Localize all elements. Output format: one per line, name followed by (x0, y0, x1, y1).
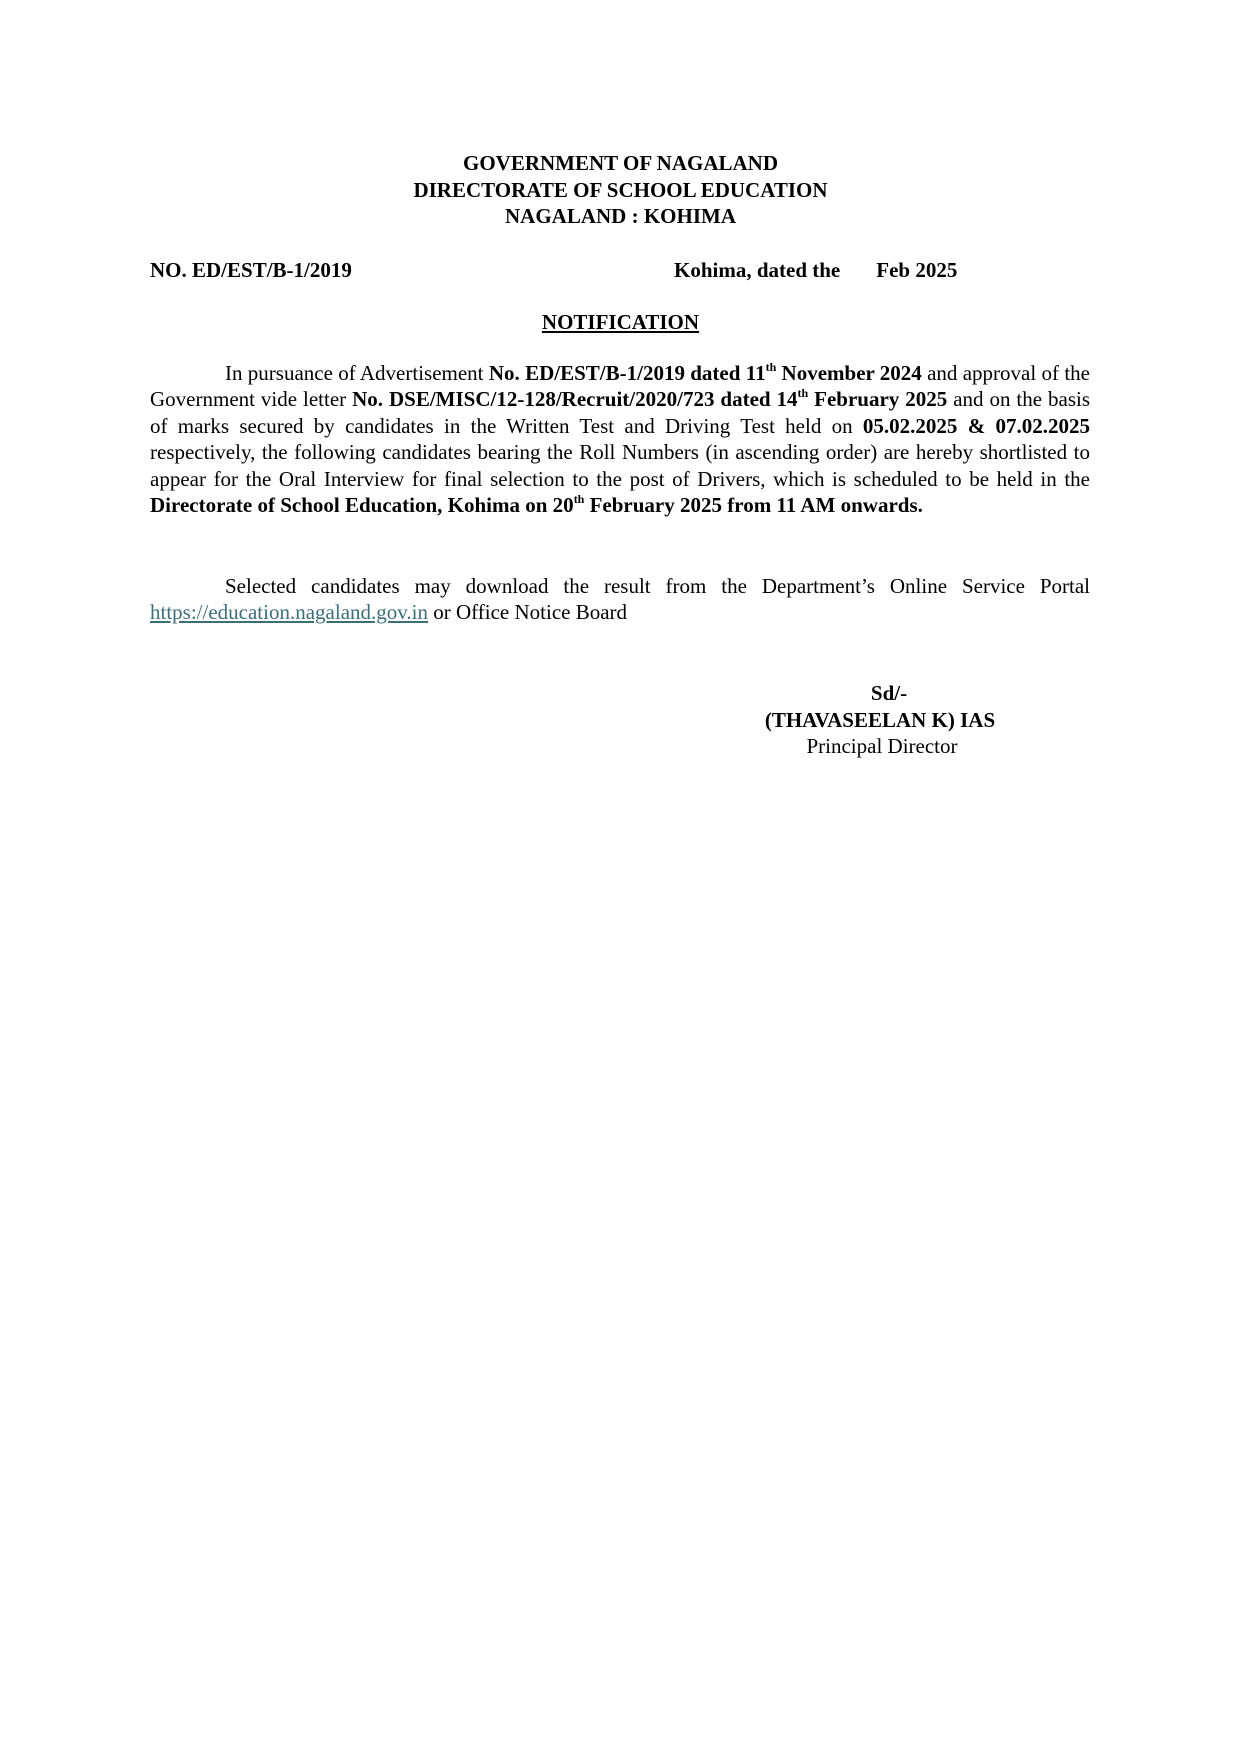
p1-text-2: and approval of the Government vide letter (150, 361, 1090, 412)
p1-approval-letter-ref: No. DSE/MISC/12-128/Recruit/2020/723 dated 14 (352, 387, 798, 412)
p1-text-4: respectively, the following candidates bearing the Roll Numbers (in ascending order) are hereby shortlisted to appear for the Oral Interview for final selection to the post of Drivers, which is scheduled to be held in the (150, 440, 1090, 491)
p1-approval-date: February 2025 (808, 387, 948, 412)
signatory-name: (THAVASEELAN K) IAS (764, 707, 996, 732)
signature-block (700, 680, 1060, 760)
letterhead-location: NAGALAND : KOHIMA (505, 204, 736, 228)
reference-date: Feb 2025 (876, 258, 958, 282)
p1-advertisement-ref: No. ED/EST/B-1/2019 dated 11 (488, 361, 766, 385)
p2-text-1: Selected candidates may download the result from the Department’s Online Service Portal (225, 574, 1090, 598)
p2-text-2: or Office Notice Board (428, 600, 628, 625)
p1-text-1: In pursuance of Advertisement (225, 361, 489, 385)
p1-sup-3: th (573, 492, 585, 507)
notification-title-text: NOTIFICATION (541, 310, 700, 334)
p1-text-3: and on the basis of marks secured by candidates in the Written Test and Driving Test held on (150, 387, 1091, 438)
reference-date-line (674, 257, 957, 283)
letterhead (0, 150, 1241, 230)
notification-paragraph-2 (150, 573, 1090, 626)
p1-sup-1: th (765, 360, 777, 374)
notification-paragraph-1 (150, 360, 1090, 518)
p1-interview-venue: Directorate of School Education, Kohima on 20 (150, 493, 574, 518)
signature-sd: Sd/- (870, 681, 908, 705)
p1-sup-2: th (797, 386, 809, 401)
reference-place: Kohima, dated the (674, 258, 841, 282)
letterhead-directorate: DIRECTORATE OF SCHOOL EDUCATION (413, 177, 828, 202)
p1-interview-time: February 2025 from 11 AM onwards. (584, 493, 923, 518)
p1-advertisement-date: November 2024 (776, 361, 922, 385)
signatory-designation: Principal Director (806, 734, 958, 758)
letterhead-government: GOVERNMENT OF NAGALAND (462, 151, 778, 175)
p1-test-dates: 05.02.2025 & 07.02.2025 (862, 413, 1090, 438)
reference-number: NO. ED/EST/B-1/2019 (150, 258, 352, 282)
notification-title (0, 309, 1241, 335)
portal-link[interactable]: https://education.nagaland.gov.in (150, 600, 428, 625)
